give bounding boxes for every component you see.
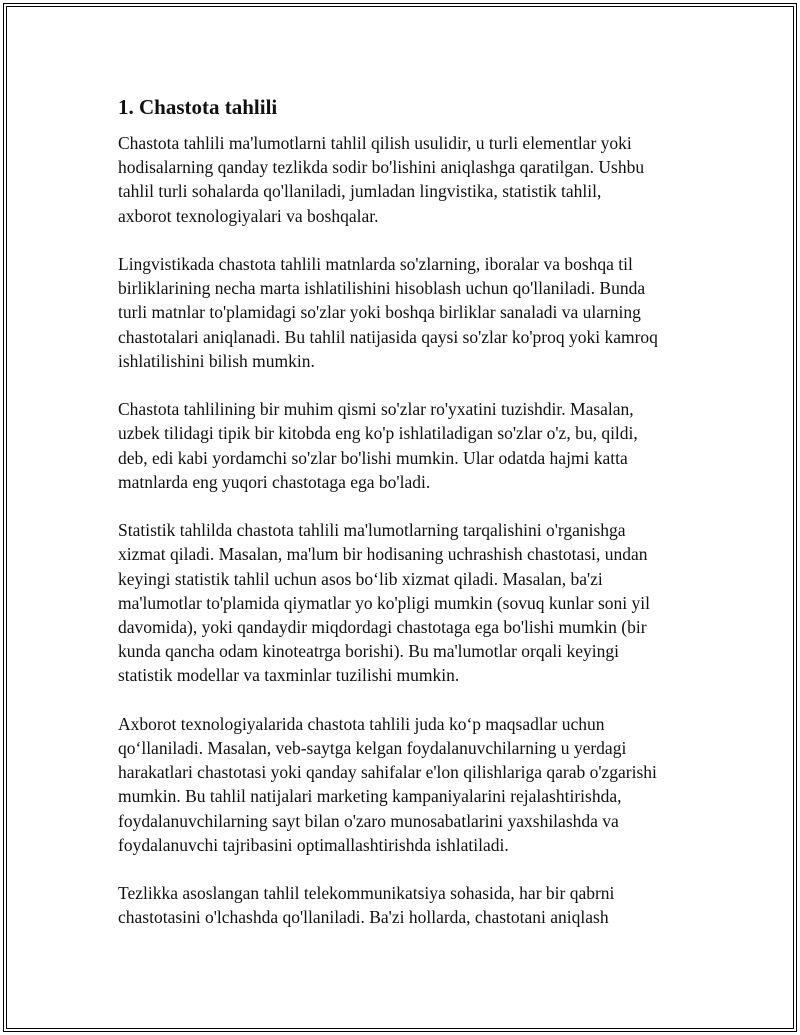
- text-line: Tezlikka asoslangan tahlil telekommunikatsiya sohasida, har bir qabrni: [118, 883, 615, 904]
- text-line: harakatlari chastotasi yoki qanday sahifalar e'lon qilishlariga qarab o'zgarishi: [118, 762, 657, 783]
- text-line: mumkin. Bu tahlil natijalari marketing kampaniyalarini rejalashtirishda,: [118, 786, 622, 807]
- text-line: Axborot texnologiyalarida chastota tahlili juda ko‘p maqsadlar uchun: [118, 713, 605, 734]
- section-heading: 1. Chastota tahlili: [118, 95, 278, 119]
- text-line: ishlatilishini bilish mumkin.: [118, 350, 315, 371]
- text-line: Chastota tahlilining bir muhim qismi so'zlar ro'yxatini tuzishdir. Masalan,: [118, 399, 634, 420]
- paragraph-word-list: [118, 397, 688, 494]
- text-line: tahlil turli sohalarda qo'llaniladi, jumladan lingvistika, statistik tahlil,: [118, 181, 602, 202]
- paragraph-statistics: [118, 518, 688, 687]
- text-line: chastotasini o'lchashda qo'llaniladi. Ba'zi hollarda, chastotani aniqlash: [118, 907, 609, 928]
- paragraph-it: [118, 712, 688, 857]
- text-line: birliklarining necha marta ishlatilishini hisoblash uchun qo'llaniladi. Bunda: [118, 278, 646, 299]
- text-line: chastotalari aniqlanadi. Bu tahlil natijasida qaysi so'zlar ko'proq yoki kamroq: [118, 326, 658, 347]
- text-line: uzbek tilidagi tipik bir kitobda eng ko'p ishlatiladigan so'zlar o'z, bu, qildi,: [118, 423, 638, 444]
- text-line: statistik modellar va taxminlar tuzilishi mumkin.: [118, 665, 460, 686]
- text-line: foydalanuvchi tajribasini optimallashtirishda ishlatiladi.: [118, 834, 509, 855]
- text-line: Chastota tahlili ma'lumotlarni tahlil qilish usulidir, u turli elementlar yoki: [118, 133, 632, 153]
- text-line: foydalanuvchilarning sayt bilan o'zaro munosabatlarini yaxshilashda va: [118, 810, 619, 831]
- text-line: ma'lumotlar to'plamida qiymatlar yo ko'pligi mumkin (sovuq kunlar soni yil: [118, 592, 650, 613]
- text-line: Lingvistikada chastota tahlili matnlarda so'zlarning, iboralar va boshqa til: [118, 254, 633, 274]
- paragraph-intro: [118, 131, 688, 228]
- text-line: keyingi statistik tahlil uchun asos bo‘lib xizmat qiladi. Masalan, ba'zi: [118, 568, 603, 589]
- text-line: kunda qancha odam kinoteatrga borishi). Bu ma'lumotlar orqali keyingi: [118, 641, 619, 662]
- text-line: matnlarda eng yuqori chastotaga ega bo'ladi.: [118, 471, 431, 492]
- text-line: deb, edi kabi yordamchi so'zlar bo'lishi mumkin. Ular odatda hajmi katta: [118, 447, 628, 468]
- text-line: xizmat qiladi. Masalan, ma'lum bir hodisaning uchrashish chastotasi, undan: [118, 544, 648, 565]
- text-line: axborot texnologiyalari va boshqalar.: [118, 205, 379, 226]
- text-line: turli matnlar to'plamidagi so'zlar yoki boshqa birliklar sanaladi va ularning: [118, 302, 641, 323]
- text-line: Statistik tahlilda chastota tahlili ma'lumotlarning tarqalishini o'rganishga: [118, 520, 626, 541]
- paragraph-telecom: [118, 881, 688, 929]
- text-line: qo‘llaniladi. Masalan, veb-saytga kelgan foydalanuvchilarning u yerdagi: [118, 738, 627, 759]
- document-body: [118, 94, 688, 954]
- text-line: hodisalarning qanday tezlikda sodir bo'lishini aniqlashga qaratilgan. Ushbu: [118, 157, 645, 178]
- text-line: davomida), yoki qandaydir miqdordagi chastotaga ega bo'lishi mumkin (bir: [118, 617, 647, 638]
- paragraph-linguistics: [118, 252, 688, 373]
